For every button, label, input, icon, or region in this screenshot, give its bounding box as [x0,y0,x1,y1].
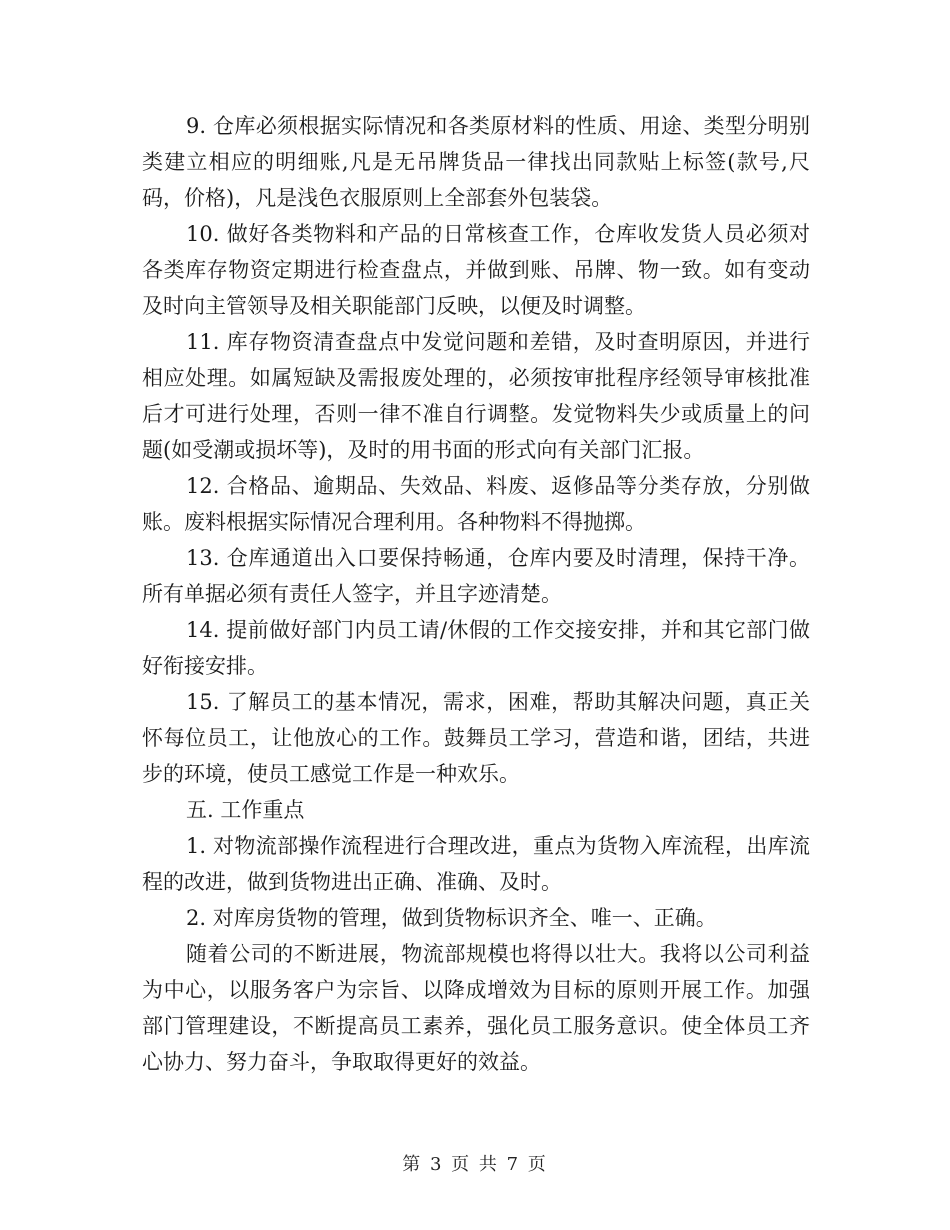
paragraph-focus-2: 2. 对库房货物的管理，做到货物标识齐全、唯一、正确。 [186,906,717,930]
paragraph-item-9: 9. 仓库必须根据实际情况和各类原材料的性质、用途、类型分明别类建立相应的明细账,凡是无吊牌货品一律找出同款贴上标签(款号,尺码，价格)，凡是浅色衣服原则上全部套外包装袋。 [142,114,810,210]
document-body [142,108,810,1080]
paragraph-item-10: 10. 做好各类物料和产品的日常核查工作，仓库收发货人员必须对各类库存物资定期进行检查盘点，并做到账、吊牌、物一致。如有变动及时向主管领导及相关职能部门反映，以便及时调整。 [142,222,810,318]
section-heading-work-focus: 五. 工作重点 [186,798,305,822]
paragraph-conclusion: 随着公司的不断进展，物流部规模也将得以壮大。我将以公司利益为中心，以服务客户为宗旨、以降成增效为目标的原则开展工作。加强部门管理建设，不断提高员工素养，强化员工服务意识。使全体员工齐心协力、努力奋斗，争取取得更好的效益。 [142,942,810,1074]
paragraph-item-14: 14. 提前做好部门内员工请/休假的工作交接安排，并和其它部门做好衔接安排。 [142,618,810,678]
paragraph-item-13: 13. 仓库通道出入口要保持畅通，仓库内要及时清理，保持干净。所有单据必须有责任人签字，并且字迹清楚。 [142,546,810,606]
paragraph-item-15: 15. 了解员工的基本情况，需求，困难，帮助其解决问题，真正关怀每位员工，让他放心的工作。鼓舞员工学习，营造和谐，团结，共进步的环境，使员工感觉工作是一种欢乐。 [142,690,810,786]
paragraph-focus-1: 1. 对物流部操作流程进行合理改进，重点为货物入库流程，出库流程的改进，做到货物进出正确、准确、及时。 [142,834,810,894]
paragraph-item-12: 12. 合格品、逾期品、失效品、料废、返修品等分类存放，分别做账。废料根据实际情况合理利用。各种物料不得抛掷。 [142,474,810,534]
paragraph-item-11: 11. 库存物资清查盘点中发觉问题和差错，及时查明原因，并进行相应处理。如属短缺及需报废处理的，必须按审批程序经领导审核批准后才可进行处理，否则一律不准自行调整。发觉物料失少或质量上的问题(如受潮或损坏等)，及时的用书面的形式向有关部门汇报。 [142,330,810,462]
page-number-footer: 第 3 页 共 7 页 [402,1154,548,1175]
